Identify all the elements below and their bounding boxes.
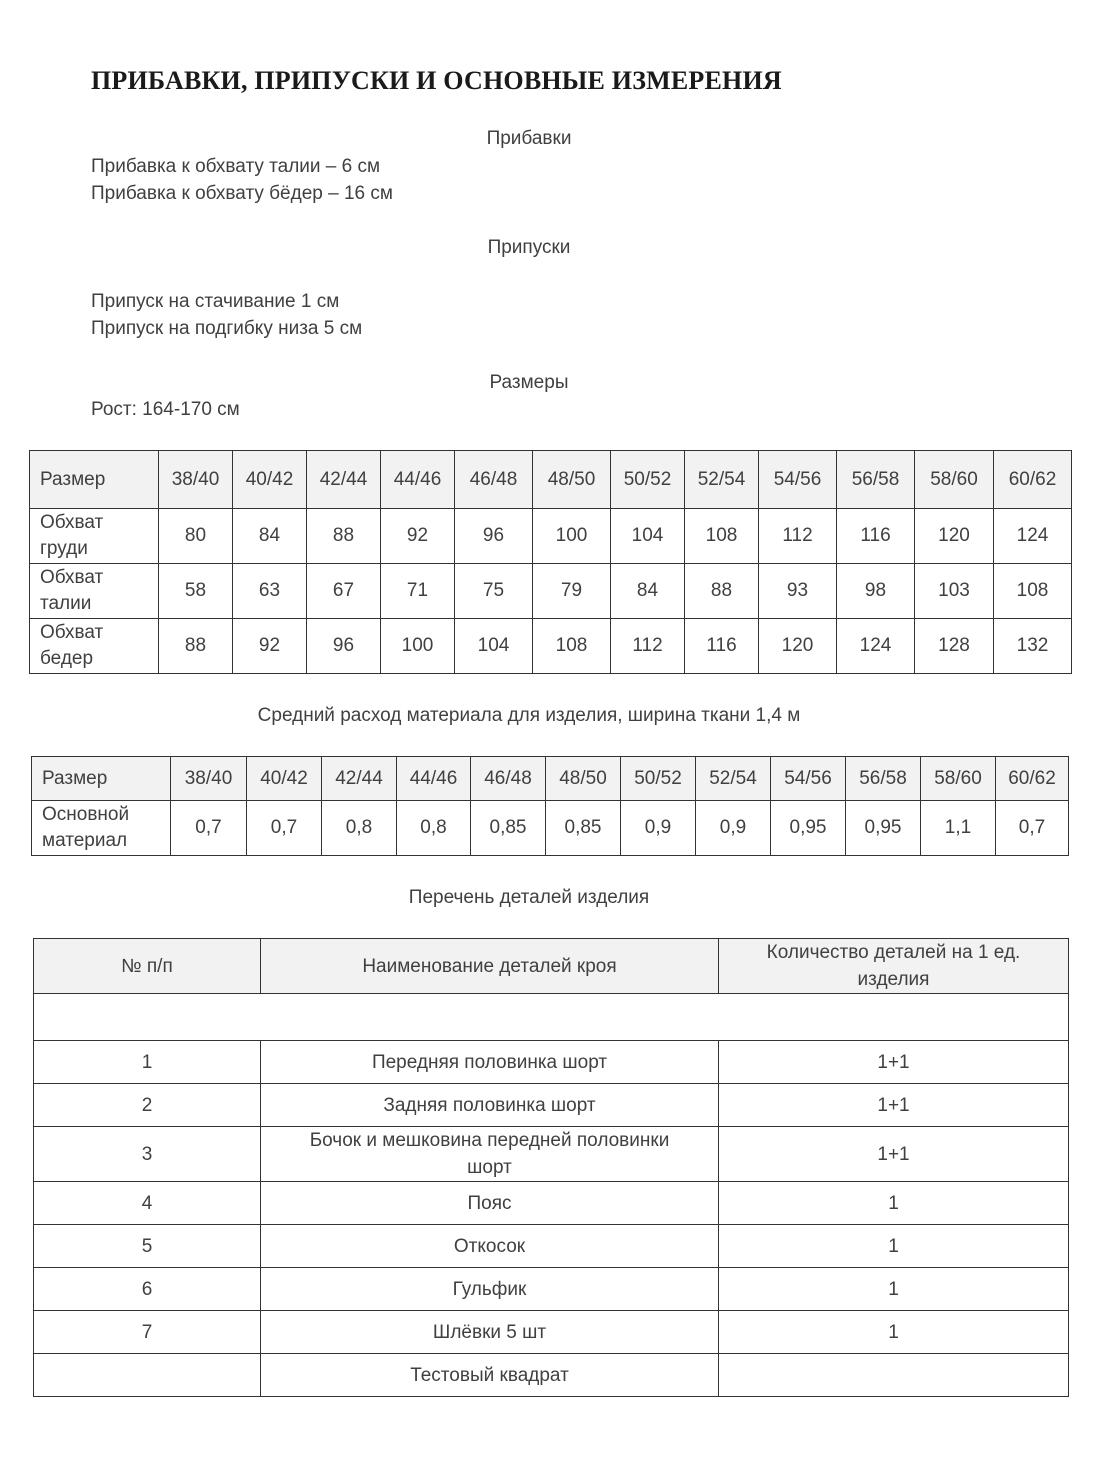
row-label bbox=[30, 619, 159, 674]
size-column-header: 46/48 bbox=[471, 757, 546, 801]
part-number: 1 bbox=[34, 1041, 261, 1084]
table-cell: 100 bbox=[381, 619, 455, 674]
table-cell: 0,95 bbox=[771, 801, 846, 856]
table-row bbox=[34, 1268, 1069, 1311]
table-row bbox=[34, 1311, 1069, 1354]
table-cell: 71 bbox=[381, 564, 455, 619]
row-label bbox=[32, 801, 171, 856]
table-cell: 84 bbox=[611, 564, 685, 619]
table-cell: 116 bbox=[837, 509, 915, 564]
part-quantity: 1 bbox=[719, 1225, 1069, 1268]
number-column-header: № п/п bbox=[34, 939, 261, 994]
table-cell: 84 bbox=[233, 509, 307, 564]
part-name: Задняя половинка шорт bbox=[261, 1084, 719, 1127]
part-name bbox=[261, 1127, 719, 1182]
size-column-header: 58/60 bbox=[921, 757, 996, 801]
table-row bbox=[34, 1084, 1069, 1127]
row-label-line: талии bbox=[40, 593, 92, 614]
height-note: Рост: 164-170 см bbox=[91, 399, 240, 420]
seam-allowance-stitch: Припуск на стачивание 1 см bbox=[91, 291, 340, 312]
table-cell: 58 bbox=[159, 564, 233, 619]
part-quantity: 1 bbox=[719, 1268, 1069, 1311]
size-column-header: 40/42 bbox=[233, 451, 307, 509]
sizes-table bbox=[29, 450, 1072, 674]
table-cell: 104 bbox=[455, 619, 533, 674]
part-quantity: 1+1 bbox=[719, 1041, 1069, 1084]
part-quantity bbox=[719, 1354, 1069, 1397]
empty-cell bbox=[34, 994, 1069, 1041]
row-label-line: Обхват bbox=[40, 567, 104, 588]
quantity-header-line: Количество деталей на 1 ед. bbox=[766, 942, 1021, 963]
material-table bbox=[31, 756, 1069, 856]
table-cell: 96 bbox=[455, 509, 533, 564]
table-cell: 88 bbox=[685, 564, 759, 619]
parts-table-header-row bbox=[34, 939, 1069, 994]
size-column-header: 50/52 bbox=[611, 451, 685, 509]
table-row bbox=[30, 564, 1072, 619]
row-label-line: Обхват bbox=[40, 622, 104, 643]
table-cell: 120 bbox=[759, 619, 837, 674]
table-row bbox=[30, 509, 1072, 564]
table-cell: 124 bbox=[837, 619, 915, 674]
table-cell: 75 bbox=[455, 564, 533, 619]
part-name: Откосок bbox=[261, 1225, 719, 1268]
size-column-header: 48/50 bbox=[533, 451, 611, 509]
page-title: ПРИБАВКИ, ПРИПУСКИ И ОСНОВНЫЕ ИЗМЕРЕНИЯ bbox=[91, 66, 782, 95]
size-column-header: 52/54 bbox=[696, 757, 771, 801]
table-cell: 100 bbox=[533, 509, 611, 564]
table-row bbox=[34, 1127, 1069, 1182]
part-name: Гульфик bbox=[261, 1268, 719, 1311]
size-column-header: 54/56 bbox=[771, 757, 846, 801]
empty-row bbox=[34, 994, 1069, 1041]
quantity-column-header bbox=[719, 939, 1069, 994]
parts-table bbox=[33, 938, 1069, 1397]
table-cell: 0,9 bbox=[696, 801, 771, 856]
table-cell: 116 bbox=[685, 619, 759, 674]
row-label bbox=[30, 509, 159, 564]
size-column-header: 48/50 bbox=[546, 757, 621, 801]
row-label-line: Обхват bbox=[40, 512, 104, 533]
part-number: 7 bbox=[34, 1311, 261, 1354]
size-column-header: 60/62 bbox=[996, 757, 1069, 801]
part-number: 2 bbox=[34, 1084, 261, 1127]
table-cell: 63 bbox=[233, 564, 307, 619]
table-cell: 0,7 bbox=[247, 801, 322, 856]
size-column-header: 50/52 bbox=[621, 757, 696, 801]
size-column-header: 56/58 bbox=[846, 757, 921, 801]
table-row bbox=[34, 1041, 1069, 1084]
part-name: Тестовый квадрат bbox=[261, 1354, 719, 1397]
part-number bbox=[34, 1354, 261, 1397]
part-name: Передняя половинка шорт bbox=[261, 1041, 719, 1084]
table-cell: 132 bbox=[994, 619, 1072, 674]
table-cell: 128 bbox=[915, 619, 994, 674]
material-header-label: Размер bbox=[32, 757, 171, 801]
table-cell: 103 bbox=[915, 564, 994, 619]
size-column-header: 40/42 bbox=[247, 757, 322, 801]
table-cell: 0,85 bbox=[471, 801, 546, 856]
part-number: 6 bbox=[34, 1268, 261, 1311]
allowance-waist: Прибавка к обхвату талии – 6 см bbox=[91, 156, 381, 177]
table-cell: 0,95 bbox=[846, 801, 921, 856]
table-cell: 112 bbox=[759, 509, 837, 564]
part-name-line: шорт bbox=[467, 1157, 512, 1178]
row-label bbox=[30, 564, 159, 619]
table-row bbox=[34, 1225, 1069, 1268]
material-heading: Средний расход материала для изделия, ширина ткани 1,4 м bbox=[257, 705, 801, 726]
table-cell: 0,9 bbox=[621, 801, 696, 856]
size-column-header: 46/48 bbox=[455, 451, 533, 509]
size-column-header: 56/58 bbox=[837, 451, 915, 509]
table-cell: 104 bbox=[611, 509, 685, 564]
size-column-header: 60/62 bbox=[994, 451, 1072, 509]
sizes-header-label: Размер bbox=[30, 451, 159, 509]
table-cell: 96 bbox=[307, 619, 381, 674]
allowances-heading: Прибавки bbox=[486, 128, 572, 149]
seam-allowance-hem: Припуск на подгибку низа 5 см bbox=[91, 318, 363, 339]
size-column-header: 58/60 bbox=[915, 451, 994, 509]
table-row bbox=[34, 1182, 1069, 1225]
table-cell: 108 bbox=[994, 564, 1072, 619]
table-cell: 0,7 bbox=[996, 801, 1069, 856]
part-name: Шлёвки 5 шт bbox=[261, 1311, 719, 1354]
table-row bbox=[30, 619, 1072, 674]
row-label-line: Основной bbox=[42, 804, 130, 825]
table-cell: 79 bbox=[533, 564, 611, 619]
parts-heading: Перечень деталей изделия bbox=[408, 887, 650, 908]
table-cell: 67 bbox=[307, 564, 381, 619]
table-cell: 88 bbox=[159, 619, 233, 674]
seam-allowances-heading: Припуски bbox=[487, 237, 571, 258]
table-cell: 0,7 bbox=[171, 801, 247, 856]
allowance-hips: Прибавка к обхвату бёдер – 16 см bbox=[91, 183, 393, 204]
table-cell: 108 bbox=[533, 619, 611, 674]
table-cell: 0,8 bbox=[397, 801, 471, 856]
table-cell: 120 bbox=[915, 509, 994, 564]
row-label-line: груди bbox=[40, 538, 88, 559]
size-column-header: 42/44 bbox=[307, 451, 381, 509]
sizes-table-header-row bbox=[30, 451, 1072, 509]
table-cell: 0,8 bbox=[322, 801, 397, 856]
table-cell: 112 bbox=[611, 619, 685, 674]
material-table-header-row bbox=[32, 757, 1069, 801]
table-row bbox=[34, 1354, 1069, 1397]
table-cell: 0,85 bbox=[546, 801, 621, 856]
part-number: 4 bbox=[34, 1182, 261, 1225]
table-cell: 92 bbox=[233, 619, 307, 674]
quantity-header-line: изделия bbox=[857, 969, 930, 990]
size-column-header: 42/44 bbox=[322, 757, 397, 801]
part-name: Пояс bbox=[261, 1182, 719, 1225]
table-cell: 108 bbox=[685, 509, 759, 564]
name-column-header: Наименование деталей кроя bbox=[261, 939, 719, 994]
part-number: 3 bbox=[34, 1127, 261, 1182]
table-cell: 80 bbox=[159, 509, 233, 564]
part-number: 5 bbox=[34, 1225, 261, 1268]
table-cell: 92 bbox=[381, 509, 455, 564]
row-label-line: материал bbox=[42, 830, 128, 851]
size-column-header: 44/46 bbox=[381, 451, 455, 509]
table-row bbox=[32, 801, 1069, 856]
sizes-heading: Размеры bbox=[489, 372, 569, 393]
size-column-header: 52/54 bbox=[685, 451, 759, 509]
size-column-header: 38/40 bbox=[159, 451, 233, 509]
part-name-line: Бочок и мешковина передней половинки bbox=[309, 1130, 670, 1151]
part-quantity: 1+1 bbox=[719, 1127, 1069, 1182]
size-column-header: 44/46 bbox=[397, 757, 471, 801]
part-quantity: 1+1 bbox=[719, 1084, 1069, 1127]
part-quantity: 1 bbox=[719, 1182, 1069, 1225]
table-cell: 1,1 bbox=[921, 801, 996, 856]
table-cell: 88 bbox=[307, 509, 381, 564]
size-column-header: 38/40 bbox=[171, 757, 247, 801]
table-cell: 98 bbox=[837, 564, 915, 619]
part-quantity: 1 bbox=[719, 1311, 1069, 1354]
table-cell: 93 bbox=[759, 564, 837, 619]
table-cell: 124 bbox=[994, 509, 1072, 564]
row-label-line: бедер bbox=[40, 648, 94, 669]
size-column-header: 54/56 bbox=[759, 451, 837, 509]
